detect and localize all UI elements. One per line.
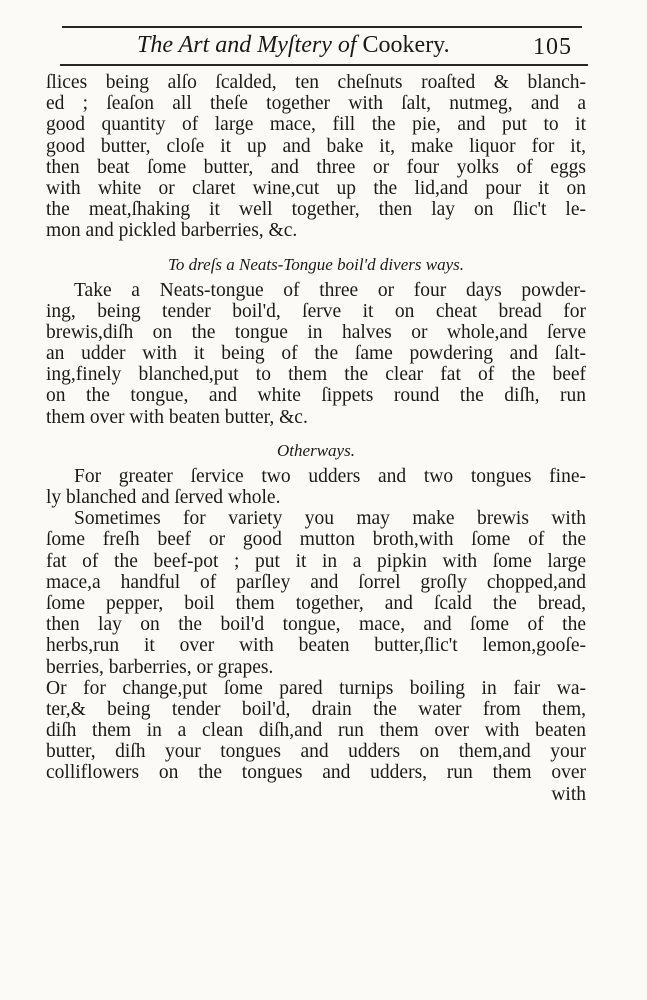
page-number: 105 bbox=[533, 34, 572, 60]
text-line: ed ; ſeaſon all theſe together with ſalt, nutmeg, and a bbox=[46, 93, 586, 115]
running-title bbox=[137, 32, 450, 59]
text-line: ſome pepper, boil them together, and ſcald the bread, bbox=[46, 592, 586, 614]
catchword: with bbox=[551, 783, 586, 805]
text-line: then lay on the boil'd tongue, mace, and ſome of the bbox=[46, 614, 586, 636]
text-line: on the tongue, and white ſippets round the diſh, run bbox=[46, 385, 586, 407]
text-line: with white or claret wine,cut up the lid,and pour it on bbox=[46, 177, 586, 199]
running-title-italic: The Art and Myſtery of bbox=[137, 32, 357, 58]
text-line: Or for change,put ſome pared turnips boiling in fair wa- bbox=[46, 677, 586, 699]
running-title-roman: Cookery. bbox=[362, 32, 450, 58]
top-rule bbox=[62, 26, 582, 28]
text-line: them over with beaten butter, &c. bbox=[46, 406, 308, 428]
text-line: brewis,diſh on the tongue in halves or whole,and ſerve bbox=[46, 321, 586, 343]
text-line: ing, being tender boil'd, ſerve it on cheat bread for bbox=[46, 300, 586, 322]
text-line: ing,finely blanched,put to them the clear fat of the beef bbox=[46, 364, 586, 386]
text-line: Take a Neats-tongue of three or four days powder- bbox=[74, 279, 586, 301]
text-line: butter, diſh your tongues and udders on them,and your bbox=[46, 741, 586, 763]
running-header bbox=[0, 32, 647, 62]
recipe-heading: To dreſs a Neats-Tongue boil'd divers ways. bbox=[168, 254, 464, 274]
text-line: colliflowers on the tongues and udders, run them over bbox=[46, 762, 586, 784]
paragraph-neats-tongue bbox=[46, 280, 586, 428]
text-line: ter,& being tender boil'd, drain the water from them, bbox=[46, 698, 586, 720]
text-line: mon and pickled barberries, &c. bbox=[46, 220, 298, 242]
text-line: then beat ſome butter, and three or four yolks of eggs bbox=[46, 156, 586, 178]
paragraph-otherways bbox=[46, 466, 586, 805]
text-line: the meat,ſhaking it well together, then lay on ſlic't le- bbox=[46, 199, 586, 221]
text-line: good quantity of large mace, fill the pie, and put to it bbox=[46, 114, 586, 136]
text-line: an udder with it being of the ſame powdering and ſalt- bbox=[46, 343, 586, 365]
text-line: ſome freſh beef or good mutton broth,with ſome of the bbox=[46, 529, 586, 551]
recipe-heading-otherways: Otherways. bbox=[277, 440, 355, 460]
text-line: fat of the beef-pot ; put it in a pipkin with ſome large bbox=[46, 550, 586, 572]
text-line: diſh them in a clean diſh,and run them over with beaten bbox=[46, 720, 586, 742]
page-body bbox=[46, 72, 586, 805]
text-line: mace,a handful of parſley and ſorrel groſly chopped,and bbox=[46, 571, 586, 593]
header-rule bbox=[60, 64, 588, 66]
paragraph-pie-continuation bbox=[46, 72, 586, 242]
text-line: good butter, cloſe it up and bake it, make liquor for it, bbox=[46, 135, 586, 157]
text-line: herbs,run it over with beaten butter,ſlic't lemon,gooſe- bbox=[46, 635, 586, 657]
text-line: berries, barberries, or grapes. bbox=[46, 656, 274, 678]
text-line: For greater ſervice two udders and two tongues fine- bbox=[74, 465, 586, 487]
text-line: ly blanched and ſerved whole. bbox=[46, 487, 281, 508]
text-line: Sometimes for variety you may make brewis with bbox=[74, 508, 586, 530]
text-line: ſlices being alſo ſcalded, ten cheſnuts roaſted & blanch- bbox=[46, 72, 586, 93]
